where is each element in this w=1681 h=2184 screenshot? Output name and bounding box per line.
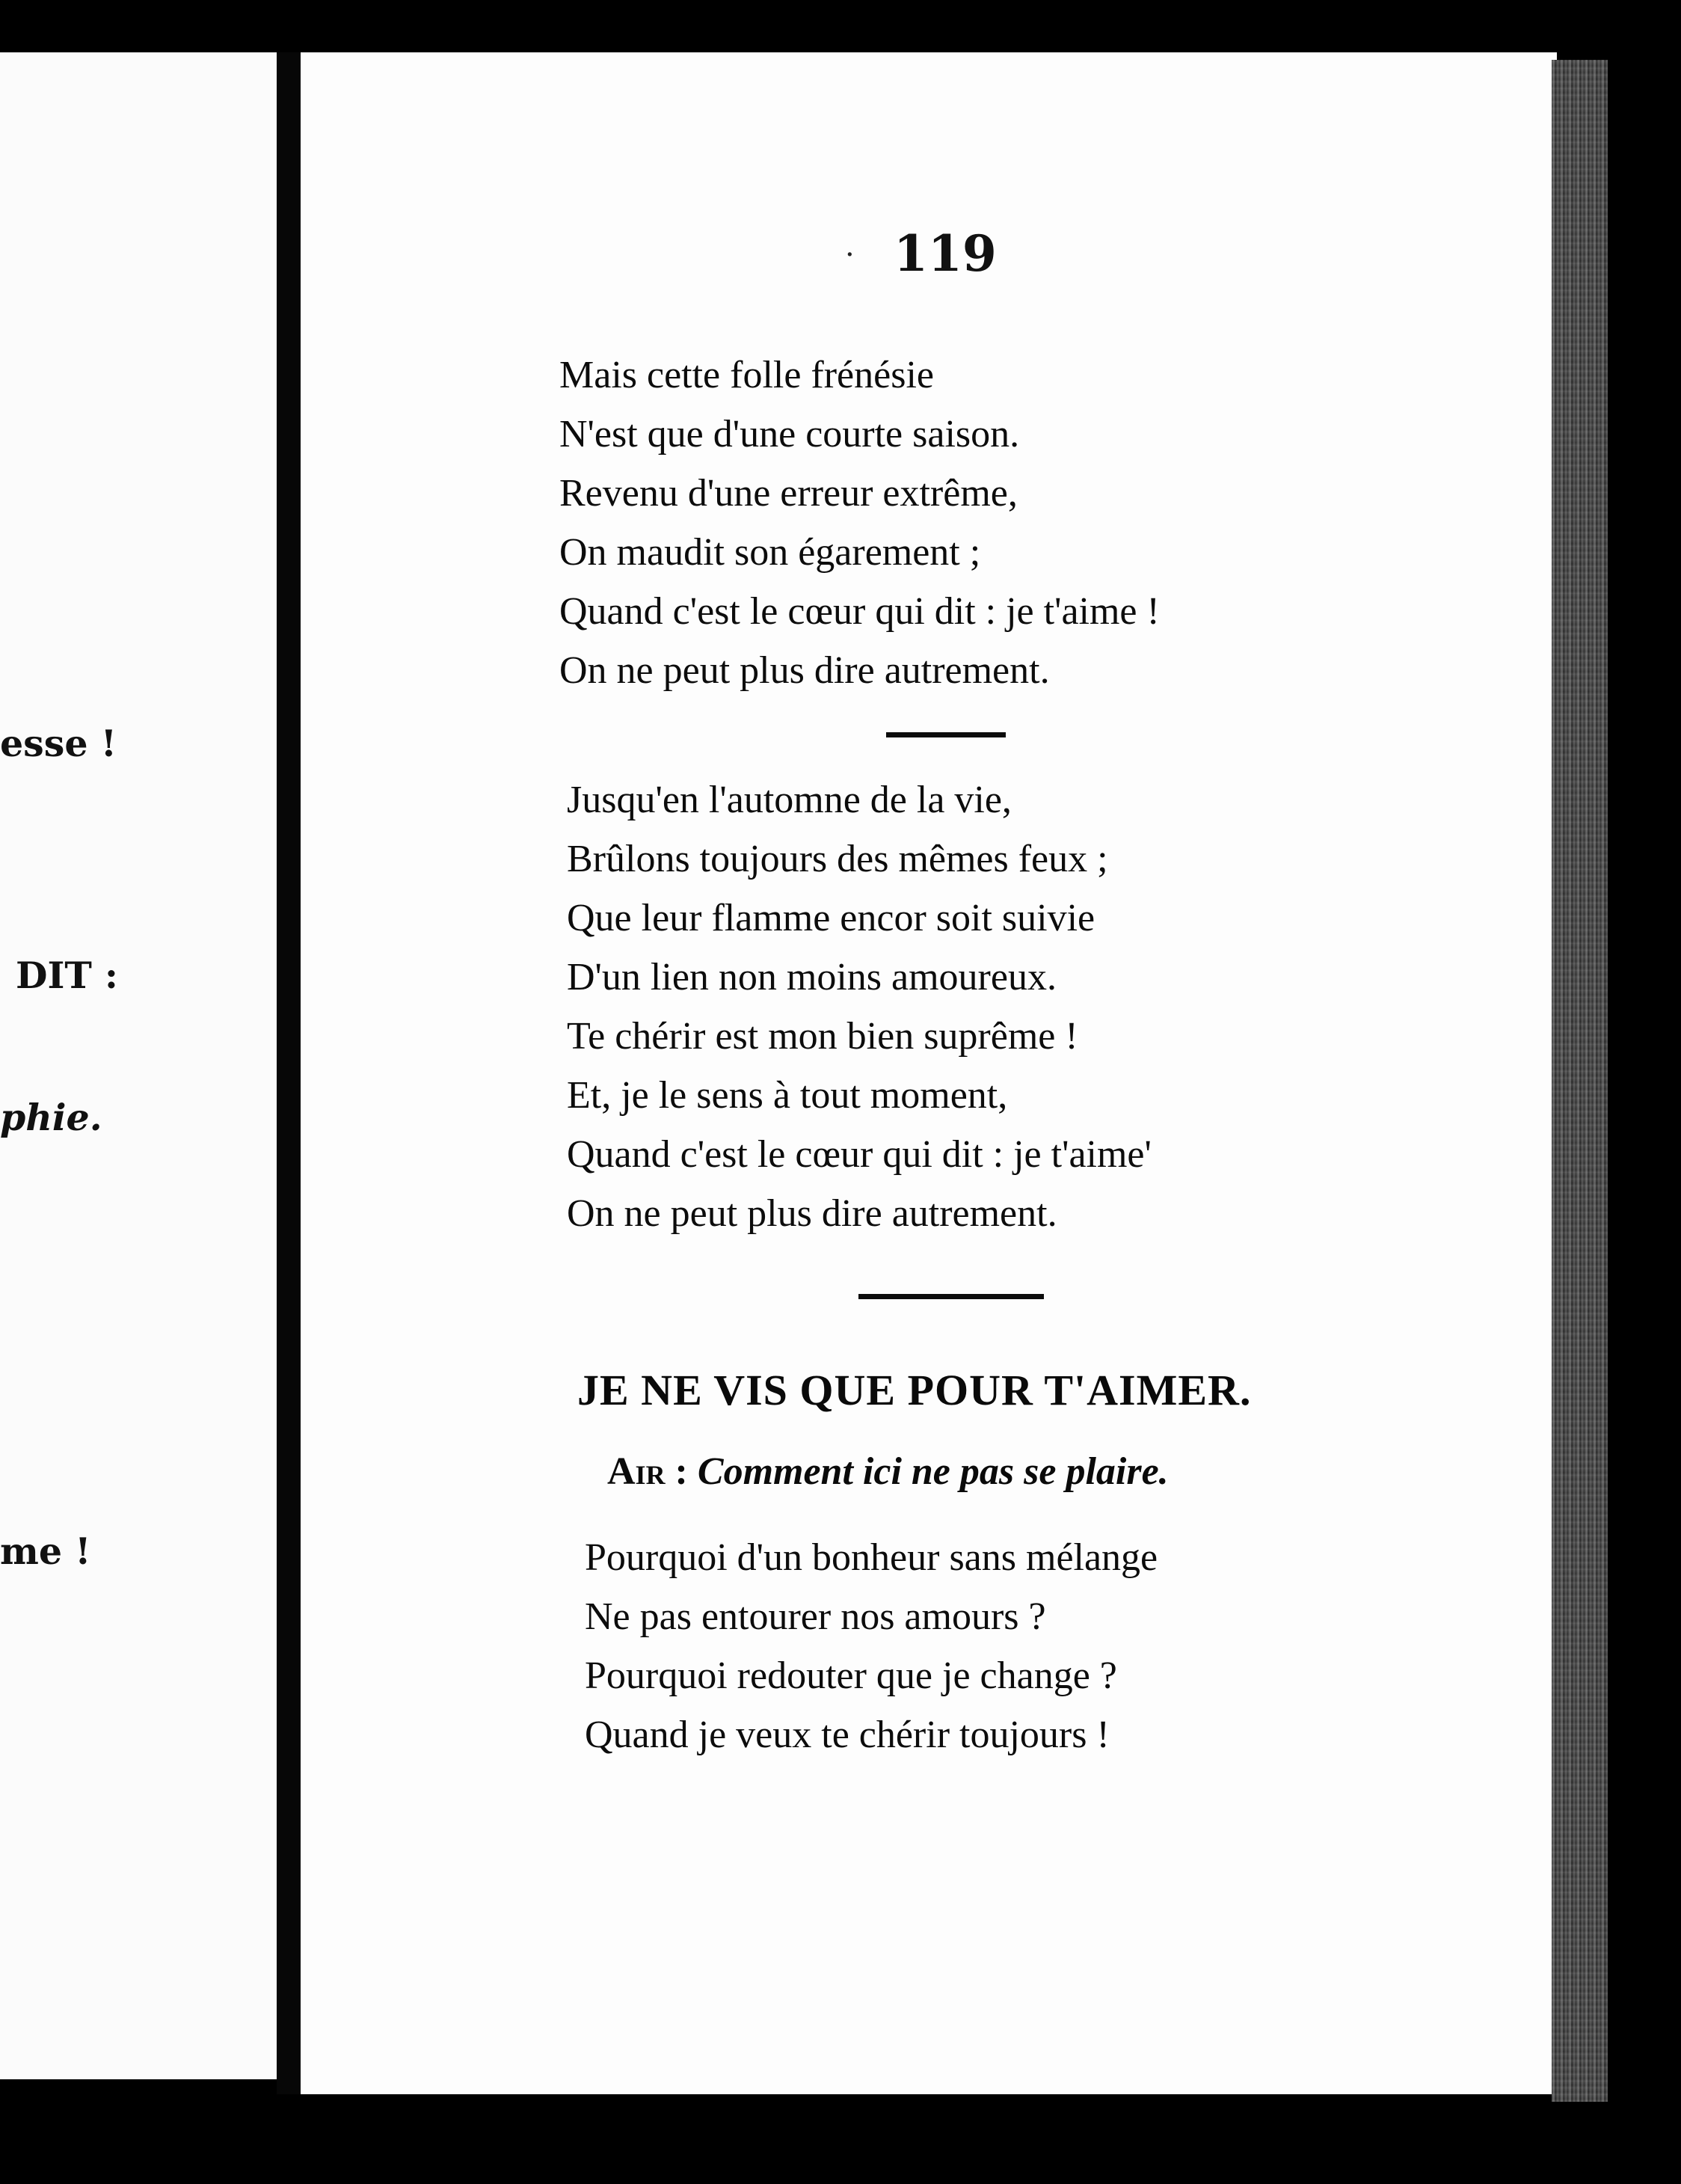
left-page	[0, 52, 277, 2079]
page-mark: ·	[845, 238, 855, 272]
stanza-separator	[886, 732, 1006, 737]
left-fragment-1: esse !	[0, 722, 117, 765]
verse-line: Pourquoi redouter que je change ?	[585, 1654, 1117, 1697]
verse-line: Quand je veux te chérir toujours !	[585, 1714, 1110, 1756]
verse-line: Quand c'est le cœur qui dit : je t'aime !	[559, 590, 1160, 633]
stanza-2	[567, 770, 1152, 1243]
verse-line: Pourquoi d'un bonheur sans mélange	[585, 1536, 1158, 1579]
verse-line: Que leur flamme encor soit suivie	[567, 897, 1095, 939]
air-line	[607, 1450, 1169, 1494]
verse-line: On ne peut plus dire autrement.	[567, 1192, 1057, 1235]
verse-line: On ne peut plus dire autrement.	[559, 649, 1050, 692]
stanza-3	[585, 1528, 1158, 1764]
verse-line: Te chérir est mon bien suprême !	[567, 1015, 1078, 1058]
page-number: 119	[894, 224, 997, 283]
verse-line: On maudit son égarement ;	[559, 531, 981, 574]
verse-line: Et, je le sens à tout moment,	[567, 1074, 1008, 1117]
verse-line: Brûlons toujours des mêmes feux ;	[567, 838, 1108, 880]
verse-line: Quand c'est le cœur qui dit : je t'aime'	[567, 1133, 1152, 1176]
verse-line: N'est que d'une courte saison.	[559, 413, 1020, 455]
verse-line: D'un lien non moins amoureux.	[567, 956, 1057, 999]
song-title: JE NE VIS QUE POUR T'AIMER.	[577, 1366, 1252, 1414]
verse-line: Mais cette folle frénésie	[559, 354, 934, 396]
left-fragment-3: phie.	[0, 1096, 102, 1139]
air-label: Air :	[607, 1450, 688, 1493]
left-fragment-4: me !	[0, 1530, 91, 1573]
verse-line: Jusqu'en l'automne de la vie,	[567, 779, 1012, 821]
stanza-1	[559, 346, 1160, 700]
section-separator	[858, 1294, 1044, 1299]
verse-line: Ne pas entourer nos amours ?	[585, 1595, 1046, 1638]
air-tune: Comment ici ne pas se plaire.	[697, 1450, 1169, 1493]
left-fragment-2: DIT :	[15, 954, 118, 997]
book-gutter	[277, 52, 301, 2094]
page-edge-texture	[1552, 60, 1608, 2102]
verse-line: Revenu d'une erreur extrême,	[559, 472, 1018, 515]
